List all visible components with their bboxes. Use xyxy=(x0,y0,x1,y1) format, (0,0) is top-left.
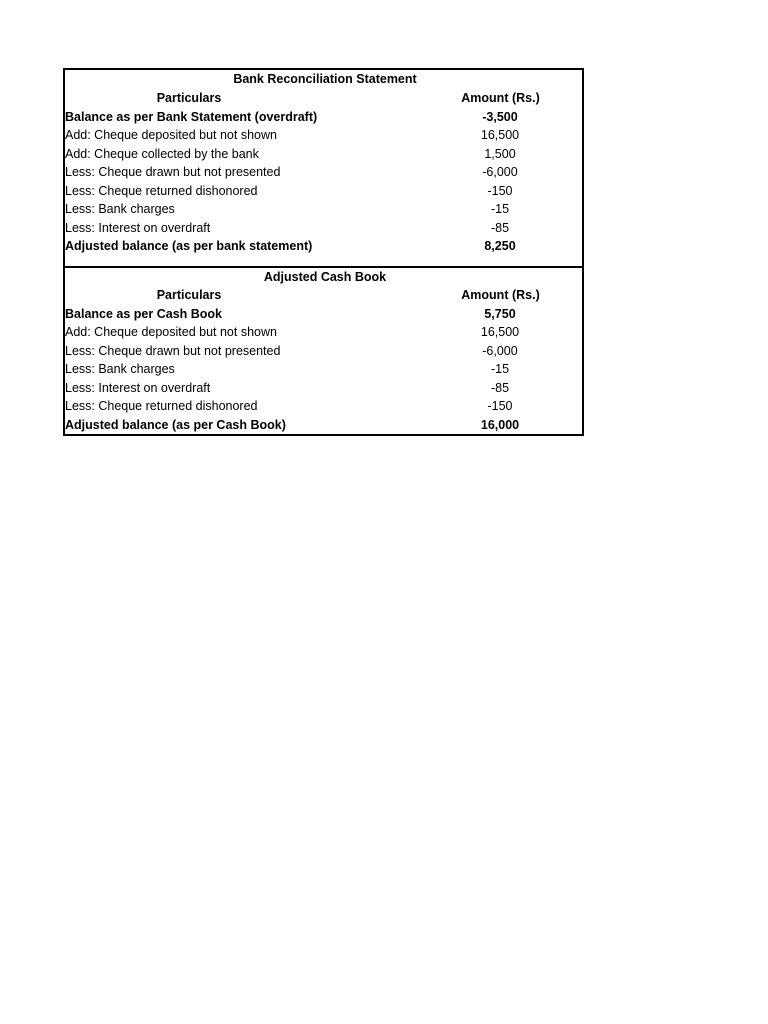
section-title-row xyxy=(65,70,582,89)
row-amount: -6,000 xyxy=(482,343,518,358)
amount-header: Amount (Rs.) xyxy=(461,91,540,105)
amount-header: Amount (Rs.) xyxy=(461,288,540,302)
row-amount: 5,750 xyxy=(484,306,516,321)
table-row xyxy=(65,397,582,416)
row-amount: -15 xyxy=(490,202,510,216)
header-spacer xyxy=(313,89,433,108)
row-amount: -150 xyxy=(487,399,513,413)
bank-reconciliation-section xyxy=(65,70,582,266)
row-label: Balance as per Bank Statement (overdraft) xyxy=(65,109,318,124)
row-label: Less: Bank charges xyxy=(65,362,175,376)
table-row xyxy=(65,200,582,219)
table-row xyxy=(65,360,582,379)
column-header-row xyxy=(65,89,582,108)
row-amount: -3,500 xyxy=(482,109,518,124)
table-row xyxy=(65,163,582,182)
adjusted-cash-book-rows xyxy=(65,305,582,435)
row-amount: -85 xyxy=(490,220,510,235)
row-label: Less: Bank charges xyxy=(65,202,175,216)
row-label: Add: Cheque deposited but not shown xyxy=(65,128,277,142)
reconciliation-sheet xyxy=(63,68,584,436)
row-label: Less: Cheque drawn but not presented xyxy=(65,165,281,179)
section-title-row xyxy=(65,268,582,287)
row-amount: -15 xyxy=(490,362,510,376)
row-label: Add: Cheque deposited but not shown xyxy=(65,325,277,339)
header-spacer xyxy=(313,286,433,305)
row-amount: 16,500 xyxy=(480,128,520,142)
row-amount: -85 xyxy=(490,380,510,395)
bank-reconciliation-rows xyxy=(65,108,582,256)
adjusted-cash-book-section xyxy=(65,266,582,435)
particulars-header: Particulars xyxy=(156,91,222,105)
particulars-header: Particulars xyxy=(156,288,222,302)
row-amount: 16,000 xyxy=(480,417,520,432)
row-label: Less: Cheque returned dishonored xyxy=(65,399,258,413)
bank-reconciliation-title: Bank Reconciliation Statement xyxy=(233,72,417,86)
row-amount: 16,500 xyxy=(480,325,520,339)
table-row xyxy=(65,145,582,164)
row-amount: -150 xyxy=(487,183,513,198)
table-row xyxy=(65,416,582,435)
column-header-row xyxy=(65,286,582,305)
row-label: Less: Interest on overdraft xyxy=(65,380,211,395)
table-row xyxy=(65,342,582,361)
row-amount: 8,250 xyxy=(484,239,516,253)
row-label: Less: Cheque returned dishonored xyxy=(65,183,258,198)
adjusted-cash-book-title: Adjusted Cash Book xyxy=(263,269,387,284)
row-label: Less: Interest on overdraft xyxy=(65,220,211,235)
table-row xyxy=(65,219,582,238)
table-row xyxy=(65,182,582,201)
table-row xyxy=(65,108,582,127)
row-label: Adjusted balance (as per bank statement) xyxy=(65,239,313,253)
table-row xyxy=(65,237,582,256)
row-label: Add: Cheque collected by the bank xyxy=(65,146,259,161)
row-label: Balance as per Cash Book xyxy=(65,306,223,321)
section-spacer xyxy=(65,256,582,266)
table-row xyxy=(65,305,582,324)
row-label: Less: Cheque drawn but not presented xyxy=(65,343,281,358)
row-amount: -6,000 xyxy=(482,165,518,179)
row-amount: 1,500 xyxy=(484,146,516,161)
row-label: Adjusted balance (as per Cash Book) xyxy=(65,417,286,432)
table-row xyxy=(65,323,582,342)
table-row xyxy=(65,379,582,398)
table-row xyxy=(65,126,582,145)
